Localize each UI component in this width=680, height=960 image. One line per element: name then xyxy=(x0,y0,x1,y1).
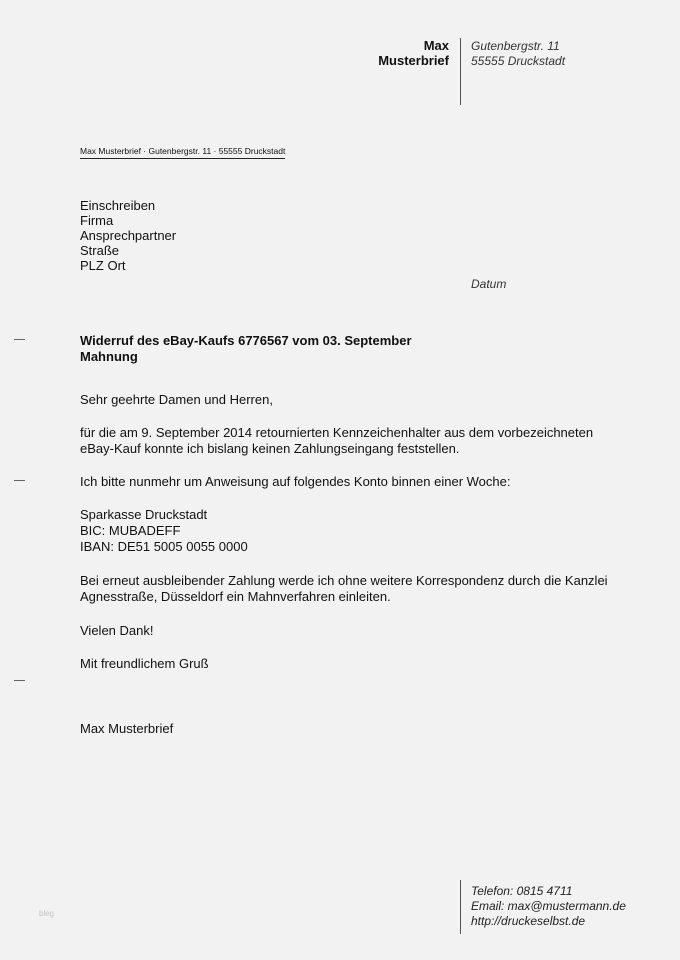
footer-divider xyxy=(460,880,461,934)
letterhead-name xyxy=(378,38,449,68)
bank-bic: BIC: MUBADEFF xyxy=(80,523,181,538)
salutation: Sehr geehrte Damen und Herren, xyxy=(80,392,273,407)
subject-block xyxy=(80,333,412,365)
subject-line: Widerruf des eBay-Kaufs 6776567 vom 03. September xyxy=(80,333,412,348)
footer-phone: Telefon: 0815 4711 xyxy=(471,884,573,898)
footer-email: Email: max@mustermann.de xyxy=(471,899,626,913)
paragraph-3 xyxy=(80,573,620,605)
bank-iban: IBAN: DE51 5005 0055 0000 xyxy=(80,539,248,554)
recipient-street: Straße xyxy=(80,243,120,258)
recipient-mail-type: Einschreiben xyxy=(80,198,156,213)
fold-mark-top xyxy=(14,339,25,340)
footer-contact xyxy=(471,884,626,929)
footer-website: http://druckeselbst.de xyxy=(471,914,586,928)
letterhead-city: 55555 Druckstadt xyxy=(471,54,566,68)
letterhead-street: Gutenbergstr. 11 xyxy=(471,39,560,53)
paragraph-3-line-2: Agnesstraße, Düsseldorf ein Mahnverfahren einleiten. xyxy=(80,589,391,604)
thanks-line: Vielen Dank! xyxy=(80,623,154,638)
paragraph-1-line-2: eBay-Kauf konnte ich bislang keinen Zahlungseingang feststellen. xyxy=(80,441,460,456)
letterhead-last-name: Musterbrief xyxy=(378,53,449,68)
date-field: Datum xyxy=(471,277,507,291)
paragraph-1-line-1: für die am 9. September 2014 retournierten Kennzeichenhalter aus dem vorbezeichneten xyxy=(80,425,594,440)
recipient-zip-city: PLZ Ort xyxy=(80,258,126,273)
recipient-block xyxy=(80,198,176,273)
letterhead-address xyxy=(471,39,565,69)
letterhead-first-name: Max xyxy=(423,38,449,53)
return-address-line: Max Musterbrief · Gutenbergstr. 11 · 55555 Druckstadt xyxy=(80,146,285,159)
letterhead-divider xyxy=(460,38,461,105)
hole-punch-mark xyxy=(14,480,25,481)
bank-name: Sparkasse Druckstadt xyxy=(80,507,208,522)
recipient-company: Firma xyxy=(80,213,114,228)
bank-details xyxy=(80,507,620,555)
watermark: bleg xyxy=(39,909,55,918)
closing-line: Mit freundlichem Gruß xyxy=(80,656,209,671)
paragraph-1 xyxy=(80,425,620,457)
paragraph-3-line-1: Bei erneut ausbleibender Zahlung werde ich ohne weitere Korrespondenz durch die Kanzlei xyxy=(80,573,608,588)
recipient-contact: Ansprechpartner xyxy=(80,228,177,243)
fold-mark-bottom xyxy=(14,680,25,681)
subject-subtitle: Mahnung xyxy=(80,349,138,364)
paragraph-2: Ich bitte nunmehr um Anweisung auf folgendes Konto binnen einer Woche: xyxy=(80,474,511,489)
signature-name: Max Musterbrief xyxy=(80,721,174,736)
